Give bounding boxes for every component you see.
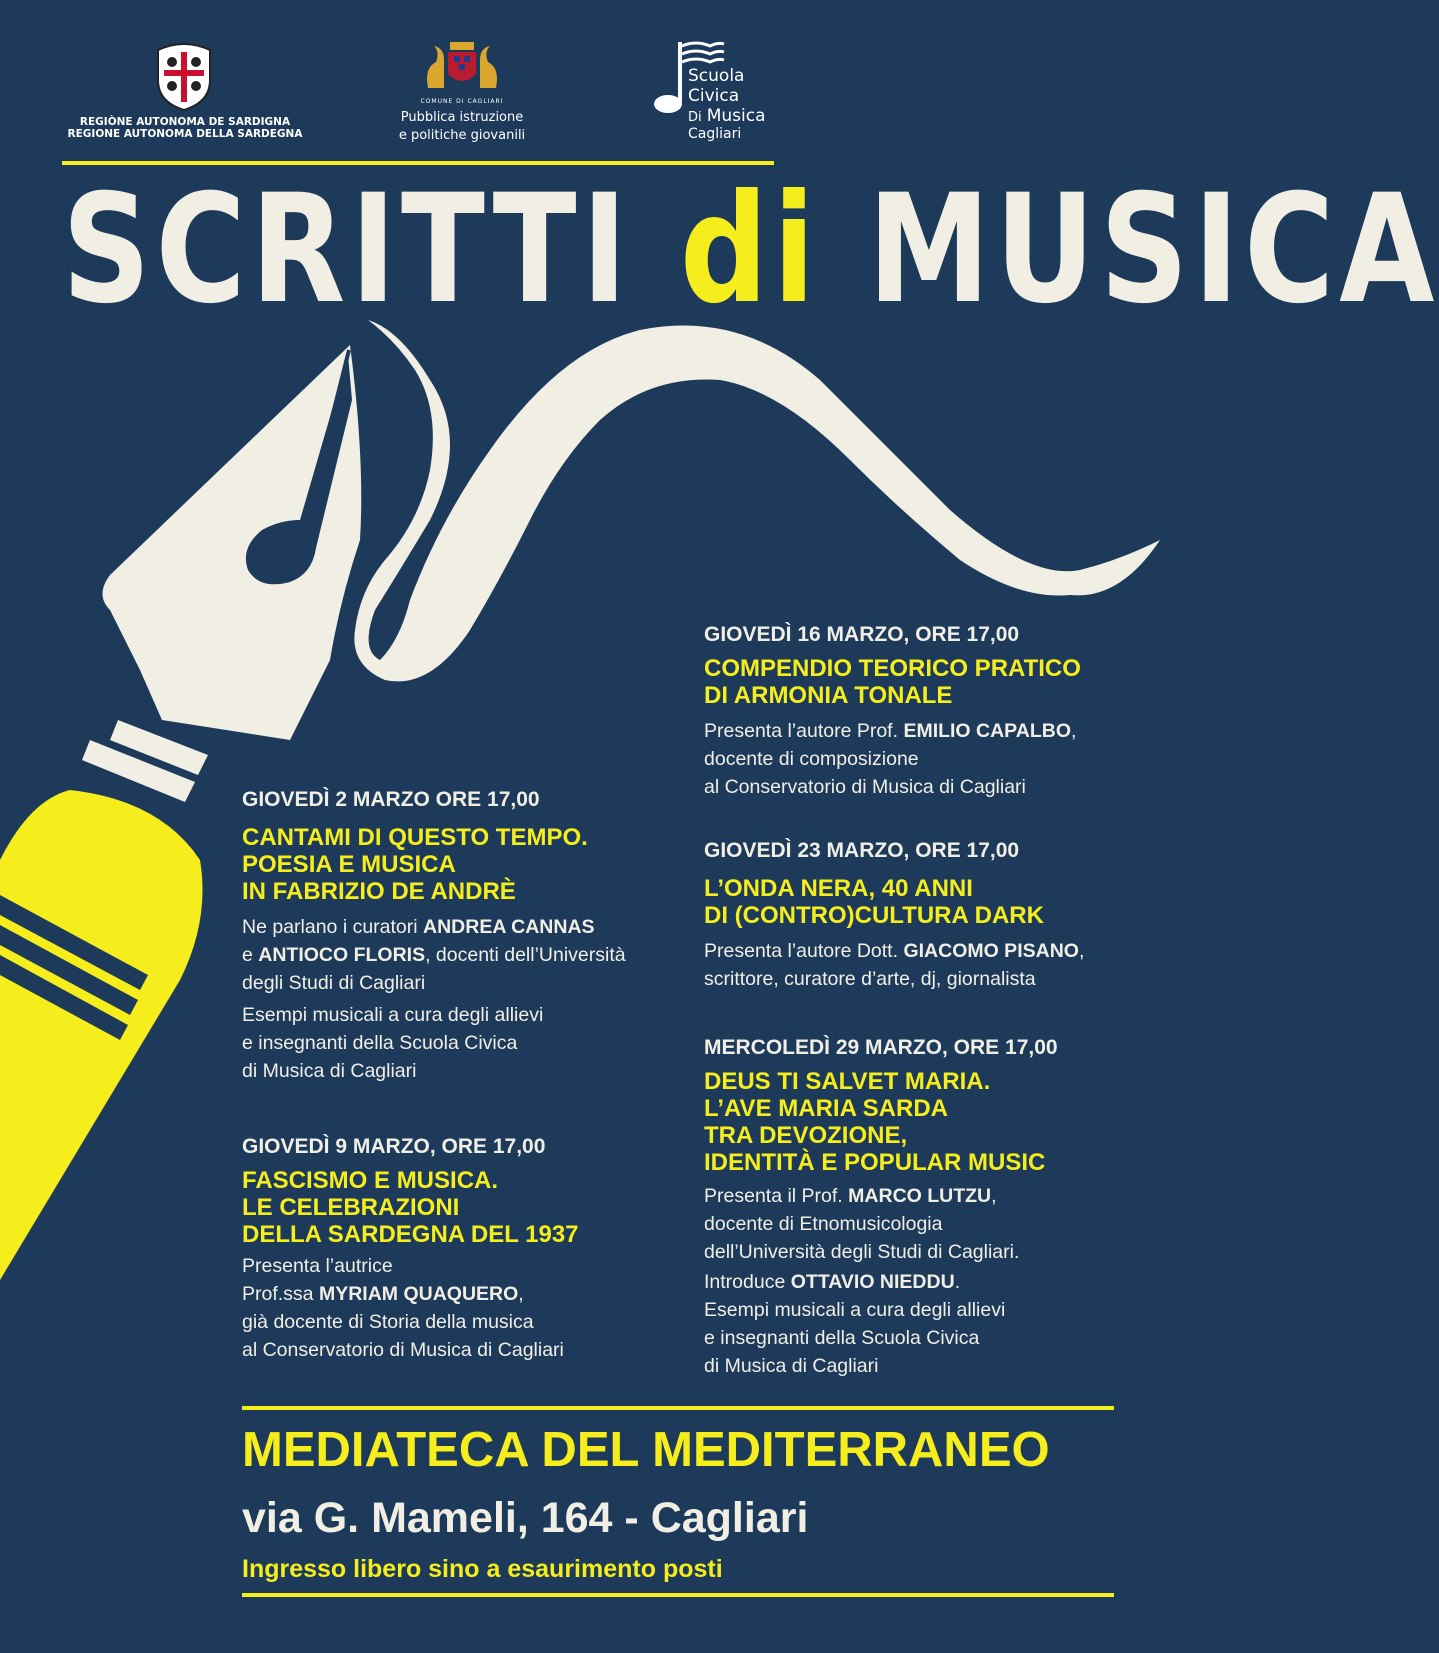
event-date: GIOVEDÌ 9 MARZO, ORE 17,00	[242, 1135, 546, 1158]
desc-line: Esempi musicali a cura degli allievi	[242, 1004, 544, 1026]
speaker-name: ANTIOCO FLORIS	[258, 944, 426, 966]
event-title-line: IDENTITÀ E POPULAR MUSIC	[704, 1149, 1046, 1176]
desc-line: Esempi musicali a cura degli allievi	[704, 1299, 1006, 1321]
regione-line2: REGIONE AUTONOMA DELLA SARDEGNA	[67, 128, 303, 140]
speaker-name: ANDREA CANNAS	[423, 916, 595, 938]
event-title	[704, 875, 1144, 929]
title-di: di	[679, 163, 820, 337]
sardinia-coat-of-arms-icon	[150, 40, 218, 112]
event-title-line: DEUS TI SALVET MARIA.	[704, 1068, 991, 1095]
desc-line: Prof.ssa MYRIAM QUAQUERO,	[242, 1283, 524, 1305]
desc-line: al Conservatorio di Musica di Cagliari	[242, 1339, 564, 1361]
event-description	[242, 1252, 682, 1364]
event-date: GIOVEDÌ 16 MARZO, ORE 17,00	[704, 623, 1020, 646]
venue-name: MEDIATECA DEL MEDITERRANEO	[242, 1423, 1050, 1477]
event-29-marzo	[704, 1036, 1144, 1380]
desc-line: docente di composizione	[704, 748, 919, 770]
event-title-line: FASCISMO E MUSICA.	[242, 1167, 499, 1194]
cagliari-crest-icon	[420, 38, 504, 94]
event-title	[704, 655, 1144, 709]
event-title-line: CANTAMI DI QUESTO TEMPO.	[242, 824, 588, 851]
regione-logo	[60, 40, 310, 145]
event-title-line: COMPENDIO TEORICO PRATICO	[704, 655, 1081, 682]
event-title-line: L’AVE MARIA SARDA	[704, 1095, 949, 1122]
scuola-civica-logo	[652, 38, 792, 148]
desc-line: dell’Università degli Studi di Cagliari.	[704, 1241, 1020, 1263]
event-16-marzo	[704, 623, 1144, 801]
event-title-line: LE CELEBRAZIONI	[242, 1194, 460, 1221]
desc-line: e insegnanti della Scuola Civica	[704, 1327, 980, 1349]
desc-line: Presenta l’autore Prof. EMILIO CAPALBO,	[704, 720, 1077, 742]
regione-line1: REGIÒNE AUTONOMA DE SARDIGNA	[79, 116, 291, 128]
speaker-name: MARCO LUTZU	[848, 1185, 992, 1207]
event-music-note	[704, 1268, 1144, 1380]
scuola-musica: Musica	[706, 106, 766, 126]
desc-line: Presenta l’autore Dott. GIACOMO PISANO,	[704, 940, 1085, 962]
event-title-line: DELLA SARDEGNA DEL 1937	[242, 1221, 579, 1248]
admission-note: Ingresso libero sino a esaurimento posti	[242, 1555, 723, 1583]
footer-divider-bottom	[242, 1593, 1114, 1597]
comune-logo	[382, 38, 542, 148]
desc-line: di Musica di Cagliari	[242, 1060, 417, 1082]
event-description	[704, 1182, 1144, 1266]
event-9-marzo	[242, 1135, 682, 1364]
event-description	[704, 717, 1144, 801]
event-title-line: DI (CONTRO)CULTURA DARK	[704, 902, 1044, 929]
scuola-line2: Civica	[688, 86, 740, 106]
desc-line: Introduce OTTAVIO NIEDDU.	[704, 1271, 961, 1293]
comune-small: COMUNE DI CAGLIARI	[420, 98, 504, 105]
desc-line: Ne parlano i curatori ANDREA CANNAS	[242, 916, 595, 938]
speaker-name: MYRIAM QUAQUERO	[318, 1283, 519, 1305]
event-2-marzo	[242, 788, 682, 1085]
desc-line: Presenta il Prof. MARCO LUTZU,	[704, 1185, 997, 1207]
desc-line: di Musica di Cagliari	[704, 1355, 879, 1377]
event-title-line: TRA DEVOZIONE,	[704, 1122, 908, 1149]
scuola-line4: Cagliari	[688, 126, 742, 142]
desc-line: e insegnanti della Scuola Civica	[242, 1032, 518, 1054]
desc-line: Presenta l’autrice	[242, 1255, 393, 1277]
scuola-di: Di	[688, 110, 702, 125]
title-musica: MUSICA	[867, 163, 1439, 337]
event-title	[704, 1068, 1144, 1176]
comune-line1: Pubblica istruzione	[400, 110, 524, 125]
speaker-name: EMILIO CAPALBO	[903, 720, 1071, 742]
event-description	[242, 913, 682, 997]
event-description	[704, 937, 1144, 993]
pen-nib-shape	[103, 345, 362, 740]
desc-line: degli Studi di Cagliari	[242, 972, 426, 994]
event-title-line: POESIA E MUSICA	[242, 851, 456, 878]
desc-line: già docente di Storia della musica	[242, 1311, 534, 1333]
desc-line: scrittore, curatore d’arte, dj, giornalista	[704, 968, 1036, 990]
desc-line: al Conservatorio di Musica di Cagliari	[704, 776, 1026, 798]
event-title	[242, 1167, 682, 1248]
desc-line: e ANTIOCO FLORIS, docenti dell’Università	[242, 944, 626, 966]
event-title-line: DI ARMONIA TONALE	[704, 682, 953, 709]
event-23-marzo	[704, 839, 1144, 993]
poster-title	[62, 163, 1439, 337]
speaker-name: GIACOMO PISANO	[903, 940, 1079, 962]
footer-divider-top	[242, 1406, 1114, 1410]
venue-address: via G. Mameli, 164 - Cagliari	[242, 1494, 809, 1542]
event-title-line: IN FABRIZIO DE ANDRÈ	[242, 878, 516, 905]
event-date: GIOVEDÌ 23 MARZO, ORE 17,00	[704, 839, 1020, 862]
title-scritti: SCRITTI	[62, 163, 633, 337]
scuola-line1: Scuola	[688, 66, 745, 86]
scuola-line3	[688, 106, 766, 126]
event-title-line: L’ONDA NERA, 40 ANNI	[704, 875, 973, 902]
event-title	[242, 824, 682, 905]
pen-barrel-shape	[0, 790, 203, 1280]
speaker-name: OTTAVIO NIEDDU	[790, 1271, 955, 1293]
event-date: MERCOLEDÌ 29 MARZO, ORE 17,00	[704, 1036, 1058, 1059]
event-date: GIOVEDÌ 2 MARZO ORE 17,00	[242, 788, 540, 811]
event-music-note	[242, 1001, 682, 1085]
comune-line2: e politiche giovanili	[398, 128, 526, 143]
desc-line: docente di Etnomusicologia	[704, 1213, 943, 1235]
